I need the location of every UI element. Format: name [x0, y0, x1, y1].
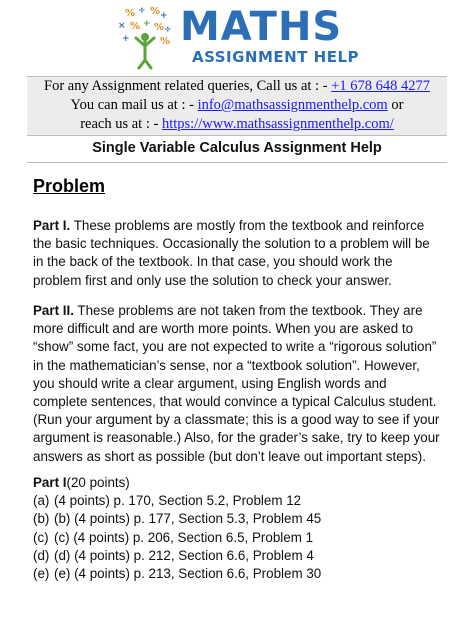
svg-text:%: %: [130, 21, 141, 32]
contact-website-prefix: reach us at : -: [80, 116, 162, 132]
list-item-text: (b) (4 points) p. 177, Section 5.3, Problem 45: [54, 511, 322, 527]
list-item: [33, 565, 443, 583]
phone-link[interactable]: +1 678 648 4277: [331, 78, 430, 94]
problem-list: [33, 474, 443, 583]
email-link[interactable]: info@mathsassignmenthelp.com: [197, 97, 388, 113]
list-item: [33, 492, 443, 510]
problem-list-points: (20 points): [66, 475, 130, 490]
svg-text:%: %: [150, 6, 161, 17]
list-item-label: (a): [33, 493, 50, 509]
math-tree-logo-icon: [116, 4, 176, 70]
list-item: [33, 529, 443, 547]
svg-text:+: +: [160, 11, 168, 21]
list-item-label: (c): [33, 529, 49, 545]
list-item-text: (d) (4 points) p. 212, Section 6.6, Problem 4: [54, 547, 314, 563]
list-item-label: (b): [33, 511, 50, 527]
logo-title: MATHS: [180, 4, 343, 50]
contact-banner: [27, 76, 447, 136]
svg-text:+: +: [122, 34, 130, 44]
svg-text:%: %: [154, 22, 165, 33]
svg-text:+: +: [143, 19, 151, 29]
svg-text:÷: ÷: [138, 6, 146, 16]
problem-heading: Problem: [33, 176, 106, 196]
list-item-text: (e) (4 points) p. 213, Section 6.6, Problem 30: [54, 566, 322, 582]
list-item: [33, 510, 443, 528]
contact-email-prefix: You can mail us at : -: [70, 97, 198, 113]
contact-website-line: [27, 115, 447, 134]
problem-list-label: Part I: [33, 475, 67, 490]
list-item-text: (c) (4 points) p. 206, Section 6.5, Problem 1: [54, 529, 314, 545]
contact-email-line: [27, 96, 447, 115]
website-link[interactable]: https://www.mathsassignmenthelp.com/: [161, 116, 394, 132]
logo: [116, 4, 366, 70]
list-item-label: (e): [33, 566, 50, 582]
part-one-paragraph: [33, 217, 443, 290]
contact-email-suffix: or: [387, 97, 404, 113]
part-one-label: Part I.: [33, 218, 71, 233]
part-two-paragraph: [33, 302, 443, 466]
logo-subtitle: ASSIGNMENT HELP: [192, 48, 360, 66]
part-one-text: These problems are mostly from the textbook and reinforce the basic techniques. Occasionally the solution to a problem will be in the back of the textbook. In that case, you should work the problem first and only use the solution to check your answer.: [33, 218, 430, 288]
svg-text:×: ×: [118, 21, 126, 31]
part-two-text: These problems are not taken from the textbook. They are more difficult and are worth more points. When you are asked to “show” some fact, you are not expected to write a “rigorous solution” in the mathematician’s sense, nor a “textbook solution”. However, you should write a clear argument, using English words and complete sentences, that would convince a typical Calculus student. (Run your argument by a classmate; this is a good way to see if your argument is reasonable.) Also, for the grader’s sake, try to keep your answers as short as possible (but don’t leave out important steps).: [33, 303, 440, 464]
list-item-label: (d): [33, 547, 50, 563]
contact-phone-line: [27, 77, 447, 96]
problem-list-heading: [33, 474, 443, 492]
svg-text:÷: ÷: [164, 25, 172, 35]
svg-text:%: %: [160, 36, 171, 47]
contact-phone-prefix: For any Assignment related queries, Call us at : -: [44, 78, 332, 94]
list-item-text: (4 points) p. 170, Section 5.2, Problem 12: [54, 493, 302, 509]
list-item: [33, 547, 443, 565]
part-two-label: Part II.: [33, 303, 74, 318]
svg-text:%: %: [125, 8, 136, 19]
subject-title: Single Variable Calculus Assignment Help: [27, 135, 447, 163]
